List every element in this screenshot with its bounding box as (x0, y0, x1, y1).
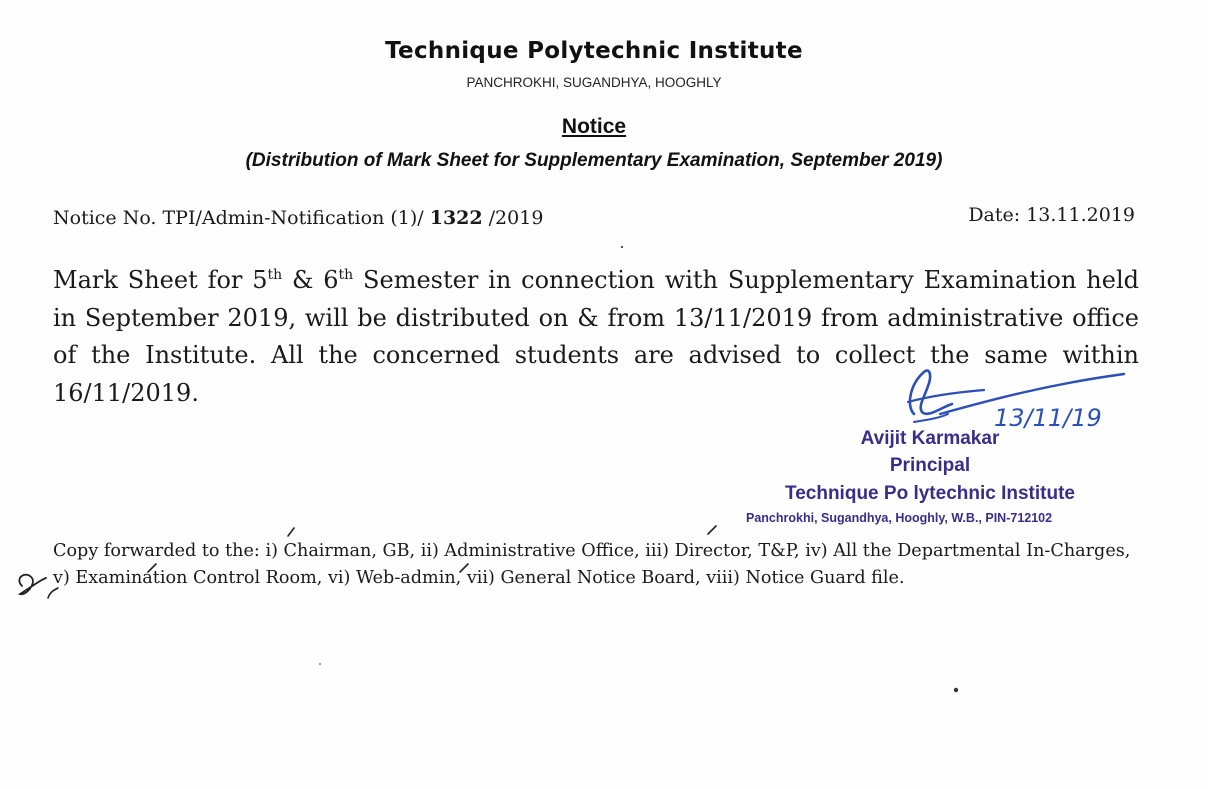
notice-date: Date: 13.11.2019 (968, 204, 1135, 226)
handwritten-date: 13/11/19 (994, 404, 1102, 430)
notice-body-part3: Semester in connection with Supplementary Examination held in September 2019, will be distributed on & from 13/11/2019 from administrative office of the Institute. All the concerned students are advised to collect the same within 16/11/2019. (53, 266, 1139, 407)
initials-scribble (19, 575, 46, 595)
notice-reference (53, 207, 543, 229)
tick-mark (708, 526, 716, 534)
speck (954, 688, 958, 692)
signatory-title: Principal (889, 455, 971, 476)
speck (319, 663, 321, 665)
stamp-address: Panchrokhi, Sugandhya, Hooghly, W.B., PIN-712102 (746, 511, 1053, 525)
signature-block (740, 360, 1160, 535)
handwritten-signature (900, 362, 1130, 430)
institute-name: Technique Polytechnic Institute (385, 38, 803, 64)
notice-reference-suffix: /2019 (482, 207, 544, 229)
notice-body-part2: & 6 (282, 266, 339, 294)
signatory-name: Avijit Karmakar (860, 428, 1000, 449)
tick-mark (288, 528, 294, 536)
notice-body-part1: Mark Sheet for 5 (53, 266, 268, 294)
institute-address: PANCHROKHI, SUGANDHYA, HOOGHLY (466, 75, 722, 90)
notice-body-sup2: th (338, 267, 354, 283)
notice-reference-number: 1322 (429, 207, 483, 229)
notice-subtitle: (Distribution of Mark Sheet for Supplementary Examination, September 2019) (245, 150, 943, 171)
notice-heading: Notice (561, 115, 627, 138)
speck (621, 246, 623, 248)
notice-body-sup1: th (267, 267, 283, 283)
copy-forwarded: Copy forwarded to the: i) Chairman, GB, ii) Administrative Office, iii) Director, T&P, iv) All the Departmental In-Charges, v) Examination Control Room, vi) Web-admin, vii) General Notice Board, viii) Notice Guard file. (53, 541, 1131, 588)
notice-reference-prefix: Notice No. TPI/Admin-Notification (1)/ (53, 207, 430, 229)
stamp-institute: Technique Po lytechnic Institute (785, 483, 1075, 504)
